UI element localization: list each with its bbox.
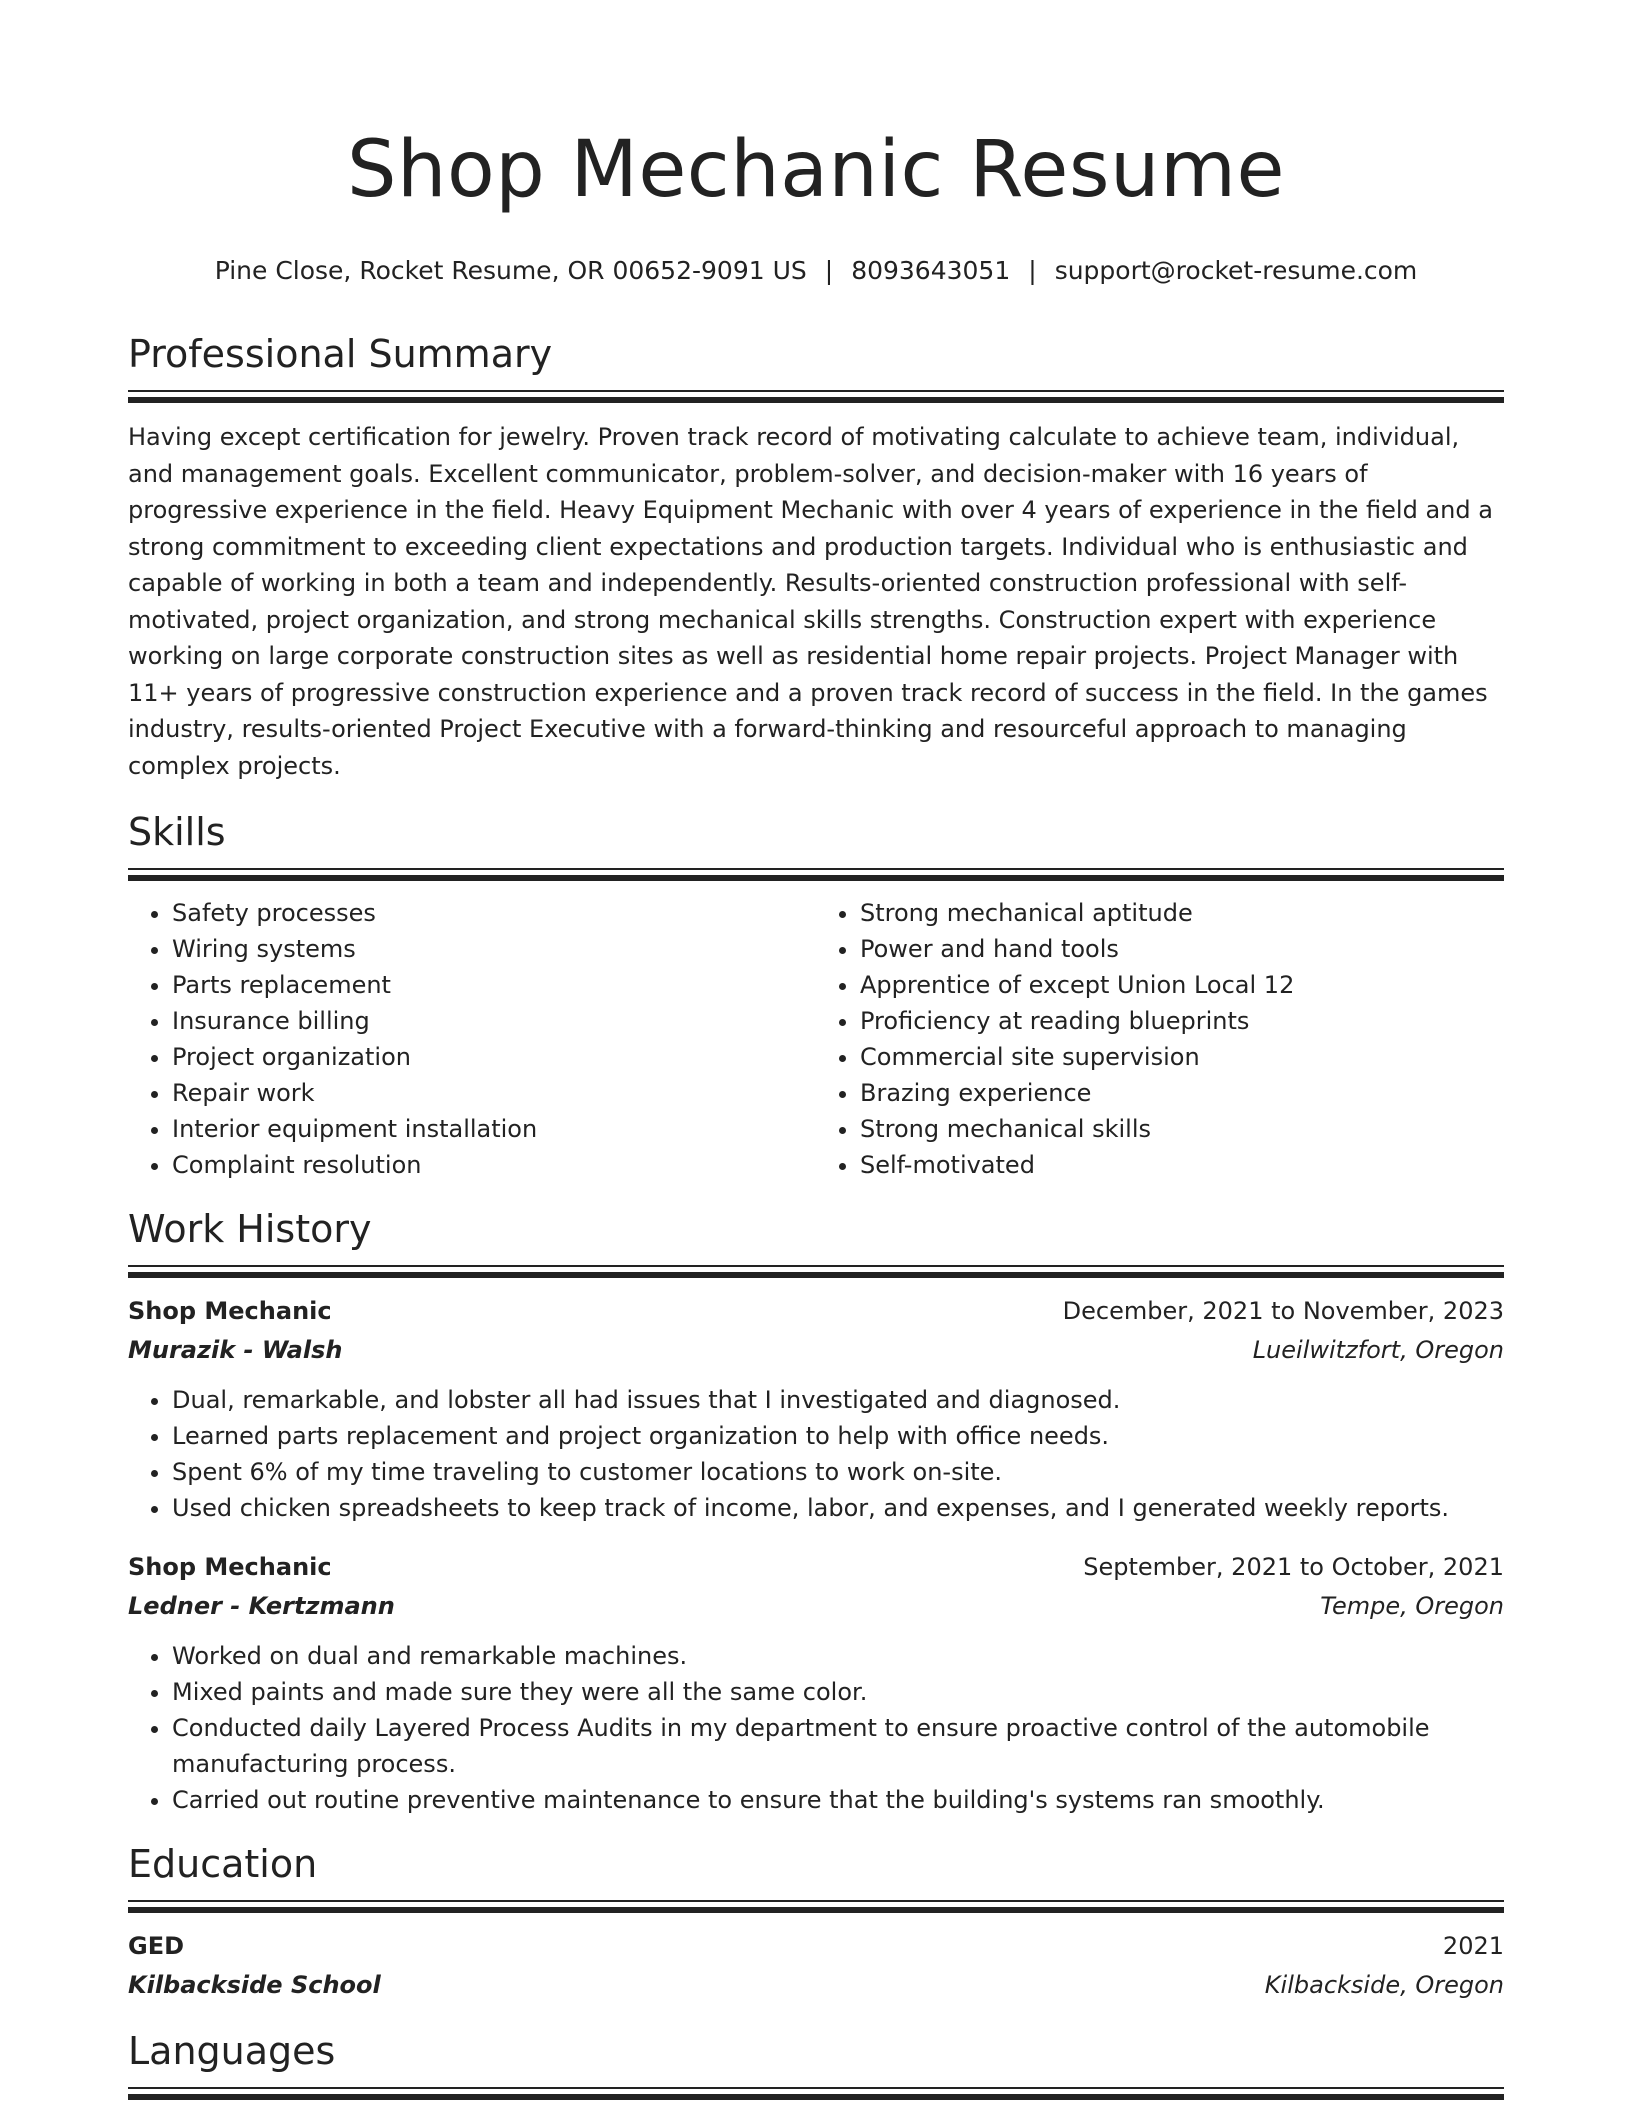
section-heading: Languages [128,2029,336,2073]
education-location: Kilbackside, Oregon [1264,1971,1504,1999]
skill-item: • Parts replacement [172,967,816,1003]
skill-item: • Power and hand tools [860,931,1504,967]
section-divider [128,2087,1504,2100]
job-bullet: • Spent 6% of my time traveling to customer locations to work on-site. [172,1454,1504,1490]
skill-item: • Apprentice of except Union Local 12 [860,967,1504,1003]
contact-line [128,254,1504,288]
job-bullet: • Carried out routine preventive maintenance to ensure that the building's systems ran smoothly. [172,1782,1504,1818]
skills-list-left [128,895,816,1183]
education-section [128,1840,1504,2005]
job-role: Shop Mechanic [128,1297,332,1325]
education-school: Kilbackside School [128,1971,381,1999]
education-subheader [128,1966,1504,2005]
job-bullet: • Learned parts replacement and project organization to help with office needs. [172,1418,1504,1454]
skill-item: • Strong mechanical aptitude [860,895,1504,931]
contact-phone: 8093643051 [851,256,1011,285]
section-heading: Work History [128,1207,372,1251]
section-heading: Education [128,1842,318,1886]
education-entry [128,1927,1504,2005]
skill-item: • Project organization [172,1039,816,1075]
summary-section [128,330,1504,784]
section-divider [128,1900,1504,1913]
job-subheader [128,1331,1504,1370]
skill-item: • Repair work [172,1075,816,1111]
education-degree: GED [128,1932,185,1960]
job-bullet: • Worked on dual and remarkable machines. [172,1638,1504,1674]
section-divider [128,1265,1504,1278]
section-heading: Professional Summary [128,332,553,376]
job-company: Ledner - Kertzmann [128,1592,395,1620]
job-dates: December, 2021 to November, 2023 [1062,1297,1504,1325]
job-bullet: • Dual, remarkable, and lobster all had issues that I investigated and diagnosed. [172,1382,1504,1418]
education-year: 2021 [1442,1932,1504,1960]
skill-item: • Insurance billing [172,1003,816,1039]
skill-item: • Wiring systems [172,931,816,967]
skills-list-right [816,895,1504,1183]
work-history-section [128,1205,1504,1818]
job-company: Murazik - Walsh [128,1336,343,1364]
job-subheader [128,1587,1504,1626]
languages-section [128,2027,1504,2100]
contact-separator: | [824,256,834,285]
job-location: Lueilwitzfort, Oregon [1252,1336,1504,1364]
job-header [128,1292,1504,1331]
skill-item: • Safety processes [172,895,816,931]
section-divider [128,868,1504,881]
job-entry [128,1548,1504,1818]
skill-item: • Commercial site supervision [860,1039,1504,1075]
resume-title: Shop Mechanic Resume [347,125,1285,215]
skill-item: • Complaint resolution [172,1147,816,1183]
job-bullets [128,1638,1504,1818]
skill-item: • Strong mechanical skills [860,1111,1504,1147]
job-header [128,1548,1504,1587]
contact-separator: | [1028,256,1037,285]
skill-item: • Brazing experience [860,1075,1504,1111]
job-bullets [128,1382,1504,1526]
job-bullet: • Used chicken spreadsheets to keep track of income, labor, and expenses, and I generated weekly reports. [172,1490,1504,1526]
contact-address: Pine Close, Rocket Resume, OR 00652-9091 US [214,256,807,285]
skill-item: • Self-motivated [860,1147,1504,1183]
job-role: Shop Mechanic [128,1553,332,1581]
job-entry [128,1292,1504,1526]
education-header [128,1927,1504,1966]
section-heading: Skills [128,810,226,854]
skills-columns [128,895,1504,1183]
summary-text: Having except certification for jewelry. Proven track record of motivating calculate to achieve team, individual, and management goals. Excellent communicator, problem-solver, and decision-maker with 16 years of progressive experience in the field. Heavy Equipment Mechanic with over 4 years of experience in the field and a strong commitment to exceeding client expectations and production targets. Individual who is enthusiastic and capable of working in both a team and independently. Results-oriented construction professional with self-motivated, project organization, and strong mechanical skills strengths. Construction expert with experience working on large corporate construction sites as well as residential home repair projects. Project Manager with 11+ years of progressive construction experience and a proven track record of success in the field. In the games industry, results-oriented Project Executive with a forward-thinking and resourceful approach to managing complex projects. [128,423,1493,780]
skills-section [128,808,1504,1183]
job-bullet: • Mixed paints and made sure they were all the same color. [172,1674,1504,1710]
contact-email[interactable]: support@rocket-resume.com [1054,256,1418,285]
skill-item: • Proficiency at reading blueprints [860,1003,1504,1039]
job-location: Tempe, Oregon [1320,1592,1504,1620]
job-bullet: • Conducted daily Layered Process Audits in my department to ensure proactive control of the automobile manufacturing process. [172,1710,1504,1782]
skill-item: • Interior equipment installation [172,1111,816,1147]
job-dates: September, 2021 to October, 2021 [1083,1553,1504,1581]
section-divider [128,390,1504,403]
